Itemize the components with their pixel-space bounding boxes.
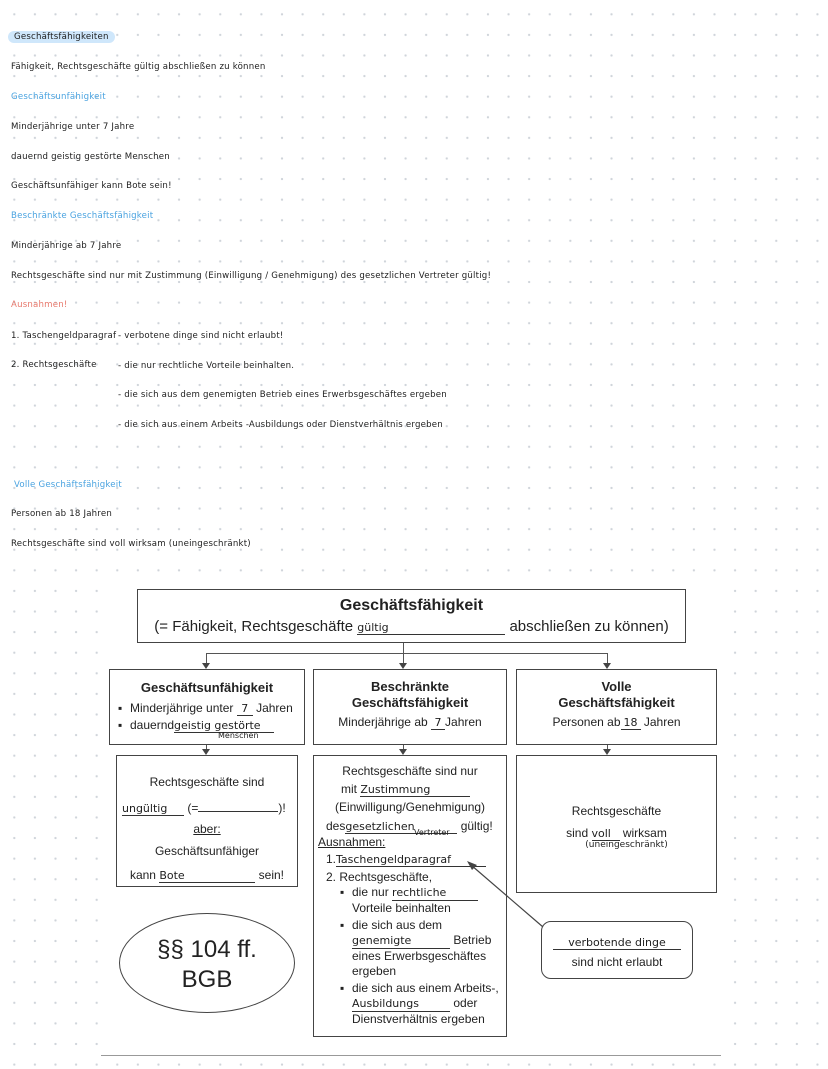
col3-sub-fill: 18 bbox=[621, 716, 641, 730]
col2-box-des: des bbox=[326, 819, 346, 833]
heading-beschraenkte: Beschränkte Geschäftsfähigkeit bbox=[11, 211, 154, 221]
bgb-oval bbox=[119, 913, 295, 1013]
connector-left bbox=[206, 653, 207, 663]
col1-box-sein: sein! bbox=[258, 868, 285, 882]
col2-item2: 2. Rechtsgeschäfte, bbox=[326, 870, 433, 884]
col2-box-line3: (Einwilligung/Genehmigung) bbox=[334, 800, 486, 814]
col2-sub bbox=[314, 715, 506, 730]
notes-title: Geschäftsfähigkeiten bbox=[8, 31, 115, 43]
col2-box-fill2: gesetzlichen bbox=[345, 820, 457, 834]
col3-box-wirksam: wirksam bbox=[622, 826, 667, 840]
col1-body bbox=[116, 755, 298, 887]
col1-bullet2-note: Menschen bbox=[218, 731, 259, 740]
bottom-rule bbox=[101, 1055, 721, 1056]
top-box bbox=[137, 589, 686, 643]
col2-sub-suffix: Jahren bbox=[445, 715, 482, 729]
unfaehig-line-1: Minderjährige unter 7 Jahre bbox=[11, 122, 135, 132]
col3-box-line1: Rechtsgeschäfte bbox=[571, 804, 662, 818]
top-line-suffix: abschließen zu können) bbox=[509, 618, 669, 635]
col2-b2-suffix: eines Erwerbsgeschäftes ergeben bbox=[352, 949, 487, 978]
ausnahme-1-text: - verbotene dinge sind nicht erlaubt! bbox=[118, 331, 284, 341]
col1-box-fill2: Bote bbox=[159, 869, 255, 883]
connector-right bbox=[607, 653, 608, 663]
col1-bullet2-fill: geistig gestörte bbox=[174, 719, 274, 733]
col3-box-line2 bbox=[517, 826, 716, 841]
heading-geschaeftsunfaehigkeit: Geschäftsunfähigkeit bbox=[11, 92, 106, 102]
col1-bullet1-prefix: Minderjährige unter bbox=[130, 701, 234, 715]
col2-ausnahmen: Ausnahmen: bbox=[318, 835, 386, 849]
col1-box-paren-blank bbox=[198, 799, 278, 812]
col1-box-paren-open: (= bbox=[187, 801, 199, 815]
callout-text: sind nicht erlaubt bbox=[571, 955, 663, 969]
col2-b2-prefix: die sich aus dem bbox=[352, 918, 443, 932]
col3-sub-suffix: Jahren bbox=[643, 715, 681, 729]
col1-bullet2-prefix: dauernd bbox=[130, 718, 175, 732]
col3-sub-prefix: Personen ab bbox=[552, 715, 621, 729]
col3-box-fill1: voll bbox=[592, 827, 620, 841]
ausnahme-1-label: 1. Taschengeldparagraf bbox=[11, 331, 117, 341]
callout-fill: verbotende dinge bbox=[553, 936, 681, 950]
col2-heading-1: Beschränkte bbox=[370, 679, 450, 694]
col2-b1-fill: rechtliche bbox=[392, 885, 478, 901]
col1-bullets bbox=[114, 701, 304, 733]
oval-line2: BGB bbox=[181, 966, 233, 993]
col1-box-paren-close: )! bbox=[278, 801, 286, 815]
col2-b1-suffix: Vorteile beinhalten bbox=[352, 901, 451, 915]
col1-box-line2 bbox=[122, 799, 297, 816]
callout-box bbox=[541, 921, 693, 979]
voll-line-2: Rechtsgeschäfte sind voll wirksam (uneingeschränkt) bbox=[11, 539, 251, 549]
col2-b1-prefix: die nur bbox=[352, 885, 389, 899]
col2-b3-mid: oder bbox=[453, 996, 478, 1010]
oval-line1: §§ 104 ff. bbox=[157, 936, 257, 963]
notes-definition: Fähigkeit, Rechtsgeschäfte gültig abschließen zu können bbox=[11, 62, 266, 72]
col3-sub bbox=[517, 715, 716, 730]
col1-bullet-2 bbox=[130, 718, 304, 733]
col1-heading: Geschäftsunfähigkeit bbox=[140, 680, 274, 695]
col1-header bbox=[109, 669, 305, 745]
col2-box-line2 bbox=[341, 782, 506, 797]
col2-header bbox=[313, 669, 507, 745]
col2-box-fill1: Zustimmung bbox=[360, 783, 470, 797]
col2-sub-prefix: Minderjährige ab bbox=[338, 715, 428, 729]
top-box-title: Geschäftsfähigkeit bbox=[339, 597, 484, 614]
top-line-prefix: (= Fähigkeit, Rechtsgeschäfte bbox=[154, 618, 354, 635]
col2-box-gueltig: gültig! bbox=[460, 819, 493, 833]
col3-heading-1: Volle bbox=[601, 679, 632, 694]
callout-arrow bbox=[461, 857, 561, 947]
callout-fill-line bbox=[542, 931, 692, 950]
connector-horizontal bbox=[206, 653, 608, 654]
beschraenkt-line-1: Minderjährige ab 7 Jahre bbox=[11, 241, 122, 251]
col2-b3-suffix: Dienstverhältnis ergeben bbox=[352, 1012, 485, 1026]
col3-header bbox=[516, 669, 717, 745]
col3-box-note: (uneingeschränkt) bbox=[585, 840, 668, 850]
connector-middle bbox=[403, 653, 404, 663]
col1-box-line4 bbox=[117, 868, 297, 883]
col2-box-fill2-note: Vertreter bbox=[414, 828, 450, 837]
heading-volle: Volle Geschäftsfähigkeit bbox=[14, 480, 122, 490]
col1-box-aber: aber: bbox=[193, 822, 221, 836]
col3-heading-2: Geschäftsfähigkeit bbox=[558, 695, 675, 710]
col3-box-sind: sind bbox=[566, 826, 589, 840]
col1-bullet1-fill: 7 bbox=[237, 702, 253, 716]
col1-box-line3: Geschäftsunfähiger bbox=[154, 844, 260, 858]
ausnahme-2-label: 2. Rechtsgeschäfte bbox=[11, 360, 97, 370]
ausnahme-2-text-1: - die nur rechtliche Vorteile beinhalten. bbox=[118, 361, 295, 371]
col2-b3-fill: Ausbildungs bbox=[352, 996, 450, 1012]
col1-bullet1-suffix: Jahren bbox=[256, 701, 293, 715]
unfaehig-line-2: dauernd geistig gestörte Menschen bbox=[11, 152, 170, 162]
voll-line-1: Personen ab 18 Jahren bbox=[11, 509, 112, 519]
col2-b2-fill: genemigte bbox=[352, 933, 450, 949]
worksheet-diagram bbox=[101, 577, 721, 1059]
col1-bullet-1 bbox=[130, 701, 304, 716]
col1-box-fill1: ungültig bbox=[122, 802, 184, 816]
top-line-fill: gültig bbox=[357, 621, 505, 635]
col1-box-kann: kann bbox=[129, 868, 156, 882]
connector-top-stem bbox=[403, 643, 404, 653]
col2-b3-prefix: die sich aus einem Arbeits-, bbox=[352, 981, 499, 995]
col1-box-line1: Rechtsgeschäfte sind bbox=[149, 775, 265, 789]
ausnahme-2-text-2: - die sich aus dem genemigten Betrieb eines Erwerbsgeschäftes ergeben bbox=[118, 390, 447, 400]
ausnahme-2-text-3: - die sich aus einem Arbeits -Ausbildungs oder Dienstverhältnis ergeben bbox=[118, 420, 443, 430]
col2-b2-mid: Betrieb bbox=[453, 933, 492, 947]
col2-item1-num: 1. bbox=[326, 852, 337, 866]
unfaehig-line-3: Geschäftsunfähiger kann Bote sein! bbox=[11, 181, 172, 191]
top-box-line bbox=[138, 618, 685, 635]
col2-heading-2: Geschäftsfähigkeit bbox=[351, 695, 469, 710]
col2-item1-fill: Taschengeldparagraf bbox=[336, 853, 486, 867]
col2-sub-fill: 7 bbox=[431, 716, 445, 730]
col2-bullet-3 bbox=[352, 981, 506, 1027]
beschraenkt-line-2: Rechtsgeschäfte sind nur mit Zustimmung (Einwilligung / Genehmigung) des gesetzlichen Vertreter gültig! bbox=[11, 271, 492, 281]
col2-box-line1: Rechtsgeschäfte sind nur bbox=[342, 764, 478, 778]
col2-box-mit: mit bbox=[341, 782, 357, 796]
heading-ausnahmen: Ausnahmen! bbox=[11, 300, 68, 310]
